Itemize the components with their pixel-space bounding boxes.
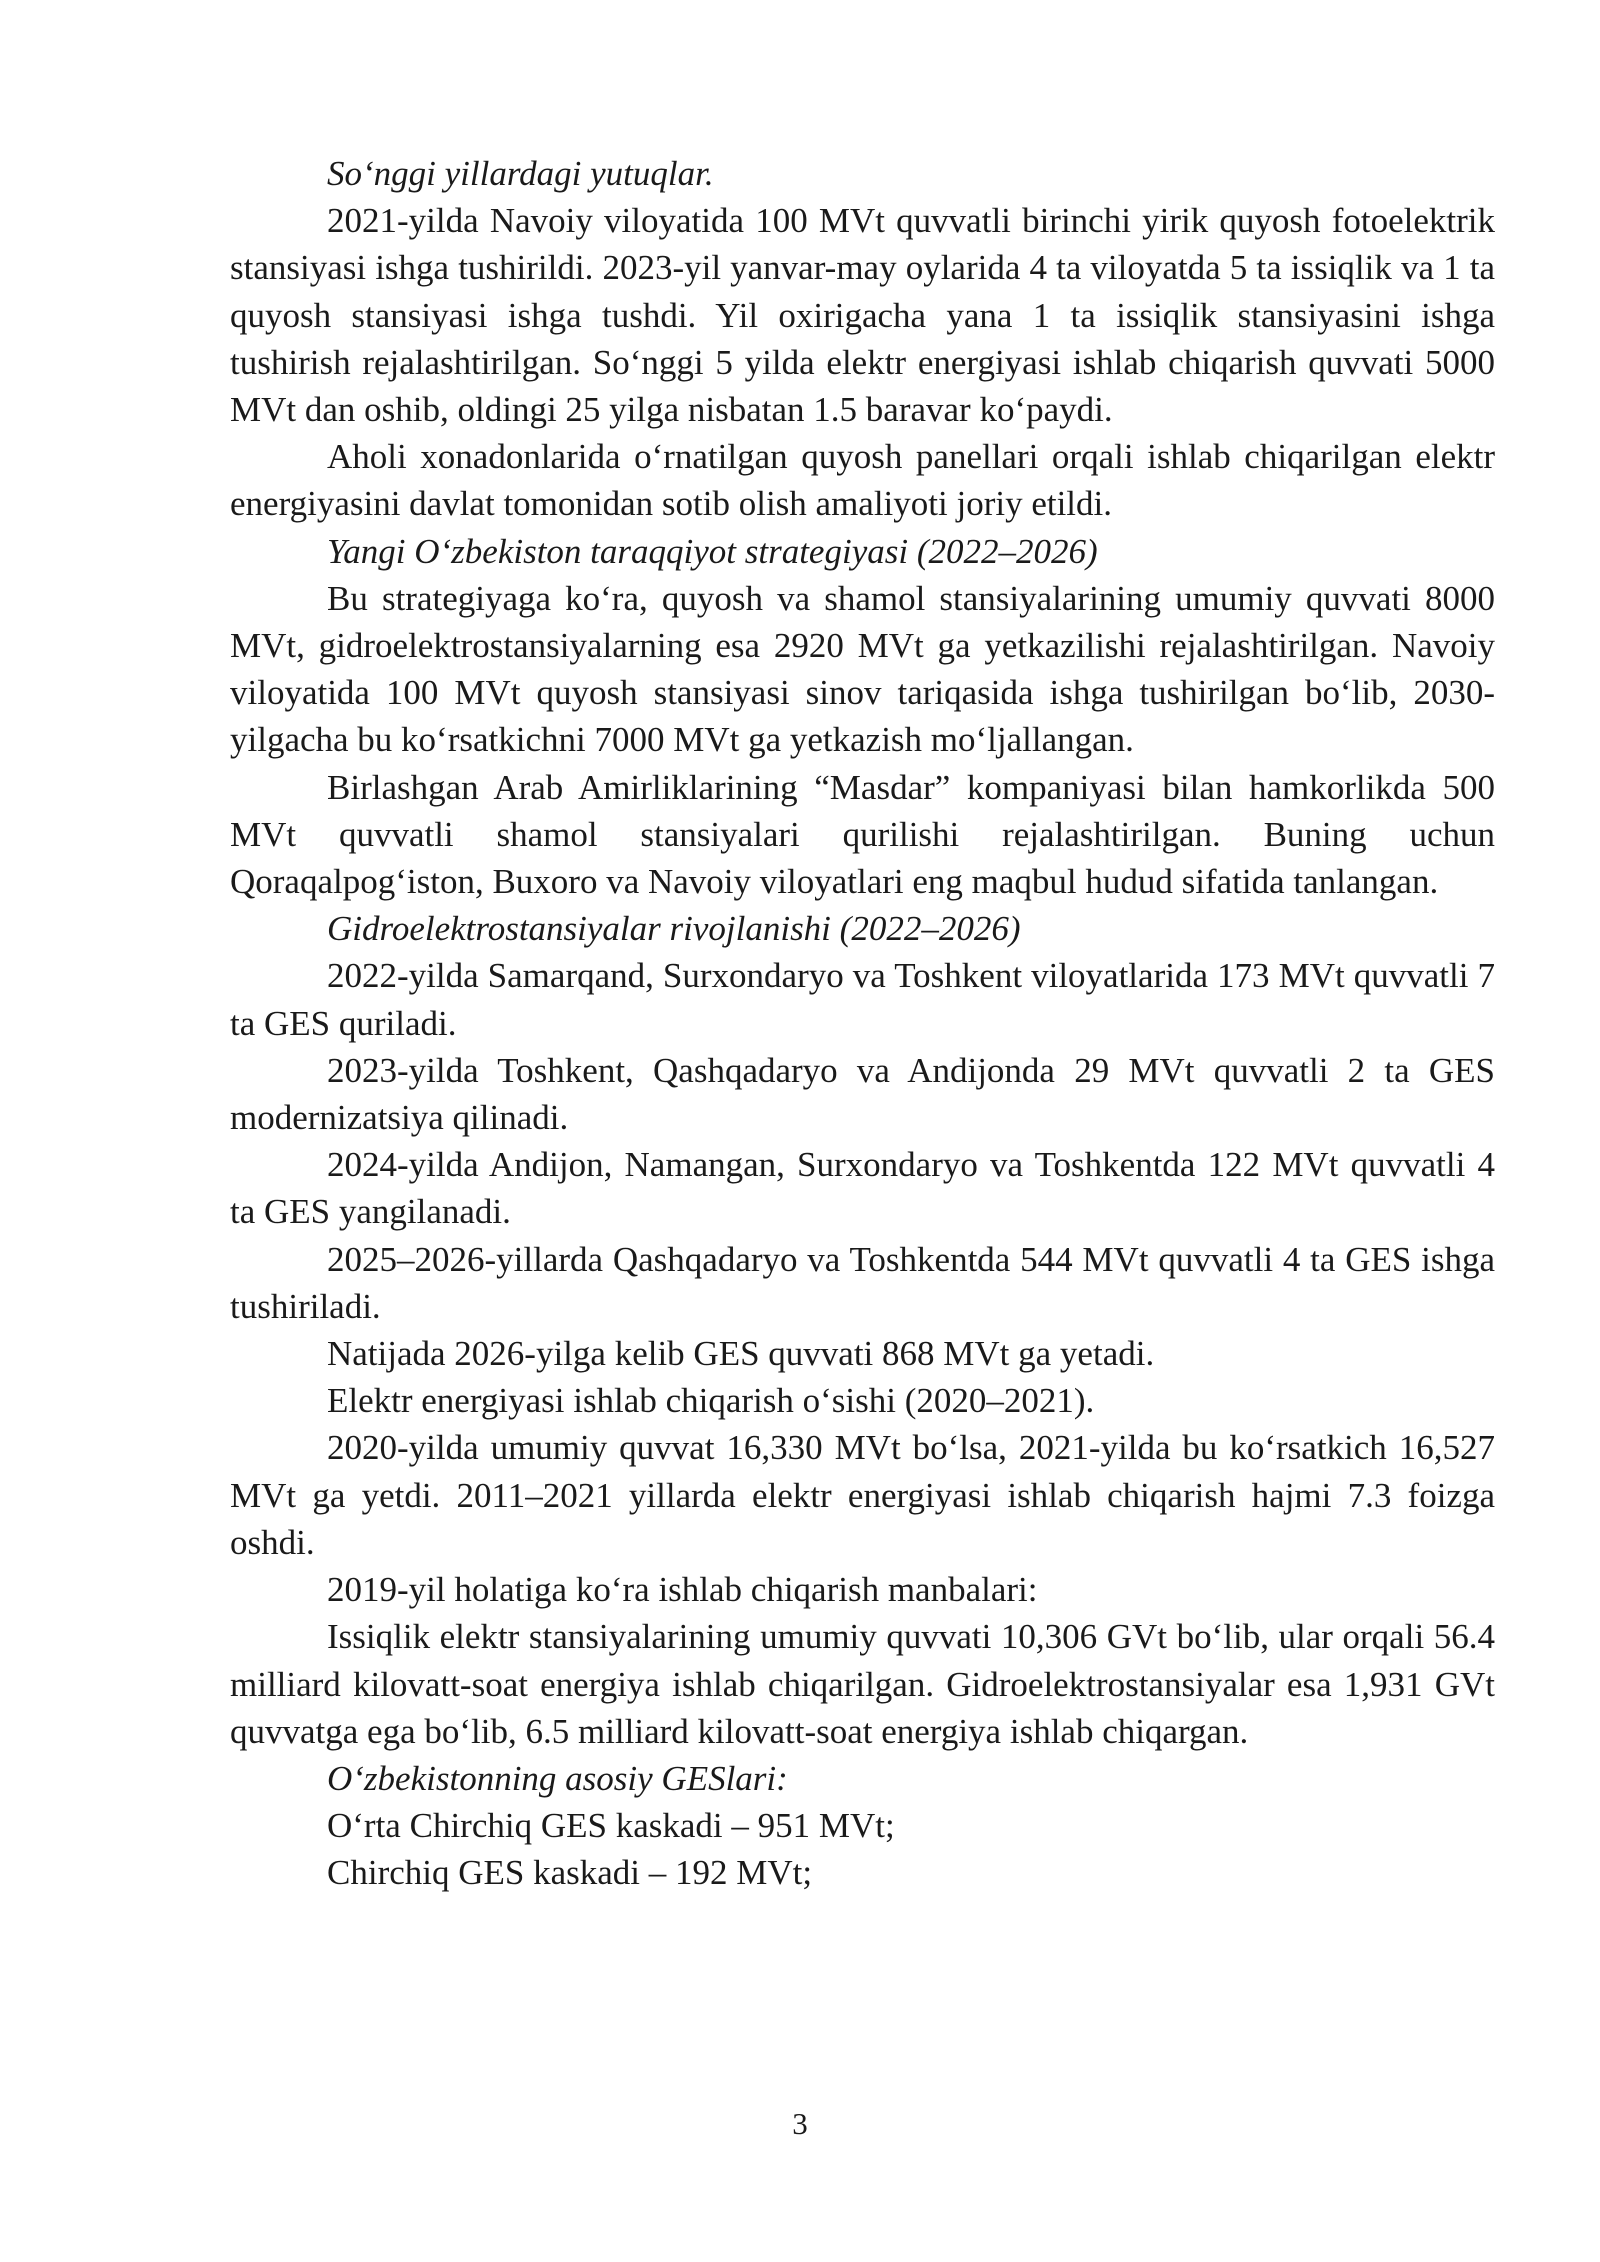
section-heading-achievements: So‘nggi yillardagi yutuqlar. (327, 154, 714, 193)
paragraph-hydro-result: Natijada 2026-yilga kelib GES quvvati 868 MVt ga yetadi. (327, 1334, 1155, 1374)
page-number: 3 (792, 2106, 808, 2141)
section-heading-strategy: Yangi O‘zbekiston taraqqiyot strategiyasi (2022–2026) (327, 531, 1098, 571)
paragraph-masdar: Birlashgan Arab Amirliklarining “Masdar” kompaniyasi bilan hamkorlikda 500 MVt quvvatli shamol stansiyalari qurilishi rejalashtirilgan. Buning uchun Qoraqalpog‘iston, Buxoro va Navoiy viloyatlari eng maqbul hudud sifatida tanlangan. (230, 767, 1495, 902)
paragraph-hydro-2025-2026: 2025–2026-yillarda Qashqadaryo va Toshkentda 544 MVt quvvatli 4 ta GES ishga tushiriladi. (230, 1239, 1495, 1326)
paragraph-hydro-2023: 2023-yilda Toshkent, Qashqadaryo va Andijonda 29 MVt quvvatli 2 ta GES modernizatsiya qilinadi. (230, 1050, 1495, 1138)
paragraph-household-panels: Aholi xonadonlarida o‘rnatilgan quyosh panellari orqali ishlab chiqarilgan elektr energiyasini davlat tomonidan sotib olish amaliyoti joriy etildi. (230, 437, 1495, 524)
list-item-chirchiq: Chirchiq GES kaskadi – 192 MVt; (327, 1853, 813, 1893)
paragraph-growth-figures: 2020-yilda umumiy quvvat 16,330 MVt bo‘lsa, 2021-yilda bu ko‘rsatkich 16,527 MVt ga yetdi. 2011–2021 yillarda elektr energiyasi ishlab chiqarish hajmi 7.3 foizga oshdi. (230, 1428, 1495, 1562)
list-item-orta-chirchiq: O‘rta Chirchiq GES kaskadi – 951 MVt; (327, 1806, 895, 1846)
paragraph-navoiy-solar: 2021-yilda Navoiy viloyatida 100 MVt quvvatli birinchi yirik quyosh fotoelektrik stansiyasi ishga tushirildi. 2023-yil yanvar-may oylarida 4 ta viloyatda 5 ta issiqlik va 1 ta quyosh stansiyasi ishga tushdi. Yil oxirigacha yana 1 ta issiqlik stansiyasini ishga tushirish rejalashtirilgan. So‘nggi 5 yilda elektr energiyasi ishlab chiqarish quvvati 5000 MVt dan oshib, oldingi 25 yilga nisbatan 1.5 baravar ko‘paydi. (230, 201, 1495, 430)
document-page (230, 150, 1495, 1897)
paragraph-sources-detail: Issiqlik elektr stansiyalarining umumiy quvvati 10,306 GVt bo‘lib, ular orqali 56.4 milliard kilovatt-soat energiya ishlab chiqarilgan. Gidroelektrostansiyalar esa 1,931 GVt quvvatga ega bo‘lib, 6.5 milliard kilovatt-soat energiya ishlab chiqargan. (230, 1617, 1495, 1751)
paragraph-hydro-2024: 2024-yilda Andijon, Namangan, Surxondaryo va Toshkentda 122 MVt quvvatli 4 ta GES yangilanadi. (230, 1145, 1495, 1232)
paragraph-growth-heading: Elektr energiyasi ishlab chiqarish o‘sishi (2020–2021). (327, 1381, 1095, 1421)
paragraph-sources-intro: 2019-yil holatiga ko‘ra ishlab chiqarish manbalari: (327, 1570, 1038, 1610)
section-heading-main-hpp: O‘zbekistonning asosiy GESlari: (327, 1758, 788, 1798)
section-heading-hydro: Gidroelektrostansiyalar rivojlanishi (2022–2026) (327, 909, 1021, 949)
paragraph-strategy-capacity: Bu strategiyaga ko‘ra, quyosh va shamol stansiyalarining umumiy quvvati 8000 MVt, gidroelektrostansiyalarning esa 2920 MVt ga yetkazilishi rejalashtirilgan. Navoiy viloyatida 100 MVt quyosh stansiyasi sinov tariqasida ishga tushirilgan bo‘lib, 2030-yilgacha bu ko‘rsatkichni 7000 MVt ga yetkazish mo‘ljallangan. (230, 578, 1495, 760)
paragraph-hydro-2022: 2022-yilda Samarqand, Surxondaryo va Toshkent viloyatlarida 173 MVt quvvatli 7 ta GES quriladi. (230, 956, 1495, 1043)
